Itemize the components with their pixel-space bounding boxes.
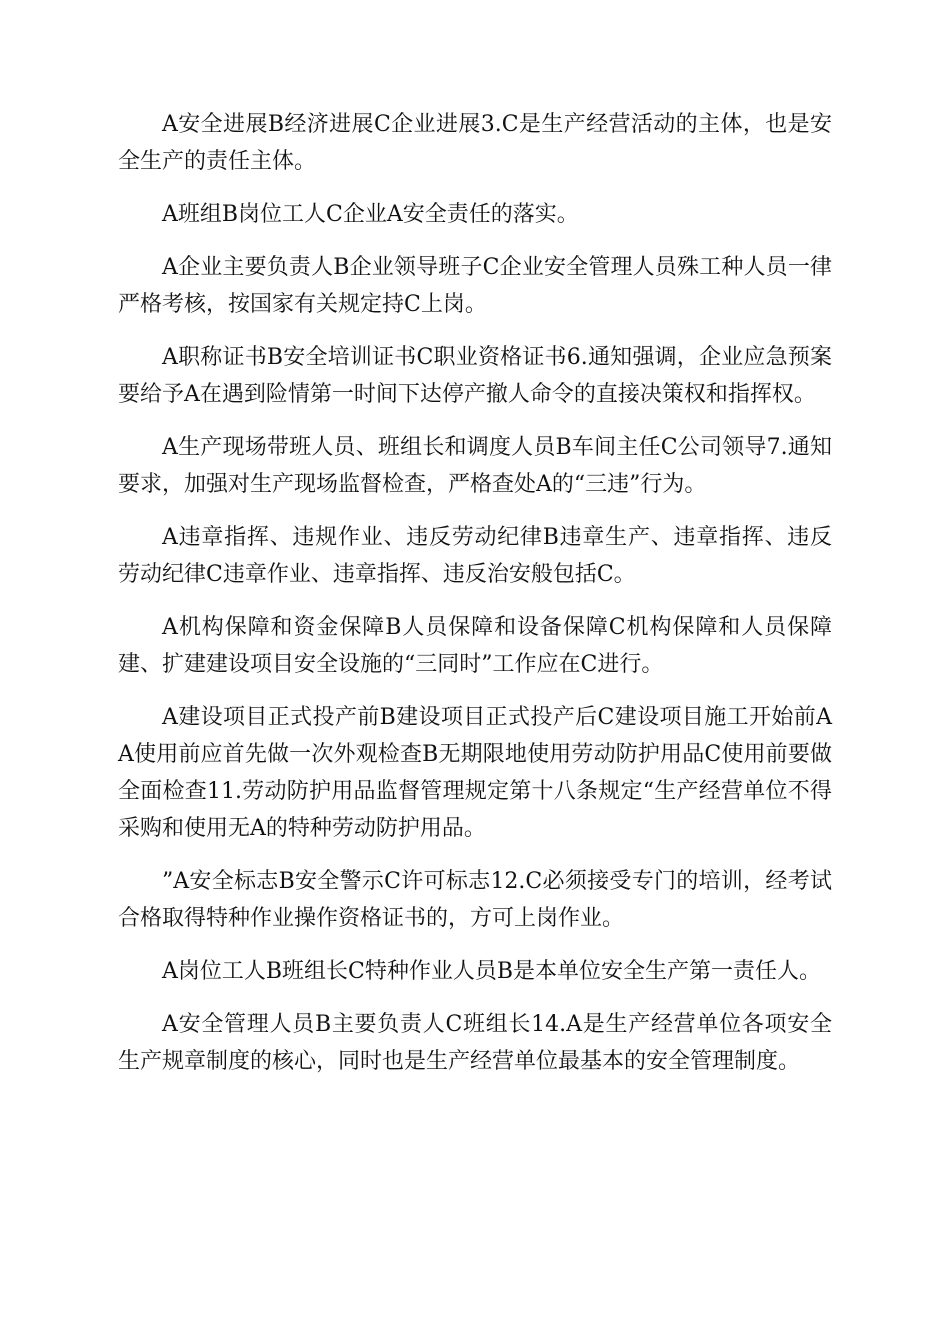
paragraph-1: A安全进展B经济进展C企业进展3.C是生产经营活动的主体，也是安全生产的责任主体。 bbox=[118, 112, 832, 174]
paragraph-9: ”A安全标志B安全警示C许可标志12.C必须接受专门的培训，经考试合格取得特种作业操作资格证书的，方可上岗作业。 bbox=[118, 869, 832, 931]
paragraph-5: A生产现场带班人员、班组长和调度人员B车间主任C公司领导7.通知要求，加强对生产现场监督检查，严格查处A的“三违”行为。 bbox=[118, 435, 832, 497]
paragraph-3: A企业主要负责人B企业领导班子C企业安全管理人员殊工种人员一律严格考核，按国家有关规定持C上岗。 bbox=[118, 255, 832, 317]
paragraph-2: A班组B岗位工人C企业A安全责任的落实。 bbox=[162, 202, 579, 227]
paragraph-11: A安全管理人员B主要负责人C班组长14.A是生产经营单位各项安全生产规章制度的核心，同时也是生产经营单位最基本的安全管理制度。 bbox=[118, 1012, 832, 1074]
paragraph-8: A建设项目正式投产前B建设项目正式投产后C建设项目施工开始前AA使用前应首先做一次外观检查B无期限地使用劳动防护用品C使用前要做全面检查11.劳动防护用品监督管理规定第十八条规定“生产经营单位不得采购和使用无A的特种劳动防护用品。 bbox=[118, 705, 832, 841]
document-body bbox=[118, 106, 832, 1096]
paragraph-6: A违章指挥、违规作业、违反劳动纪律B违章生产、违章指挥、违反劳动纪律C违章作业、违章指挥、违反治安般包括C。 bbox=[118, 525, 832, 587]
paragraph-7: A机构保障和资金保障B人员保障和设备保障C机构保障和人员保障建、扩建建设项目安全设施的“三同时”工作应在C进行。 bbox=[118, 615, 832, 677]
paragraph-4: A职称证书B安全培训证书C职业资格证书6.通知强调，企业应急预案要给予A在遇到险情第一时间下达停产撤人命令的直接决策权和指挥权。 bbox=[118, 345, 832, 407]
paragraph-10: A岗位工人B班组长C特种作业人员B是本单位安全生产第一责任人。 bbox=[162, 959, 822, 984]
